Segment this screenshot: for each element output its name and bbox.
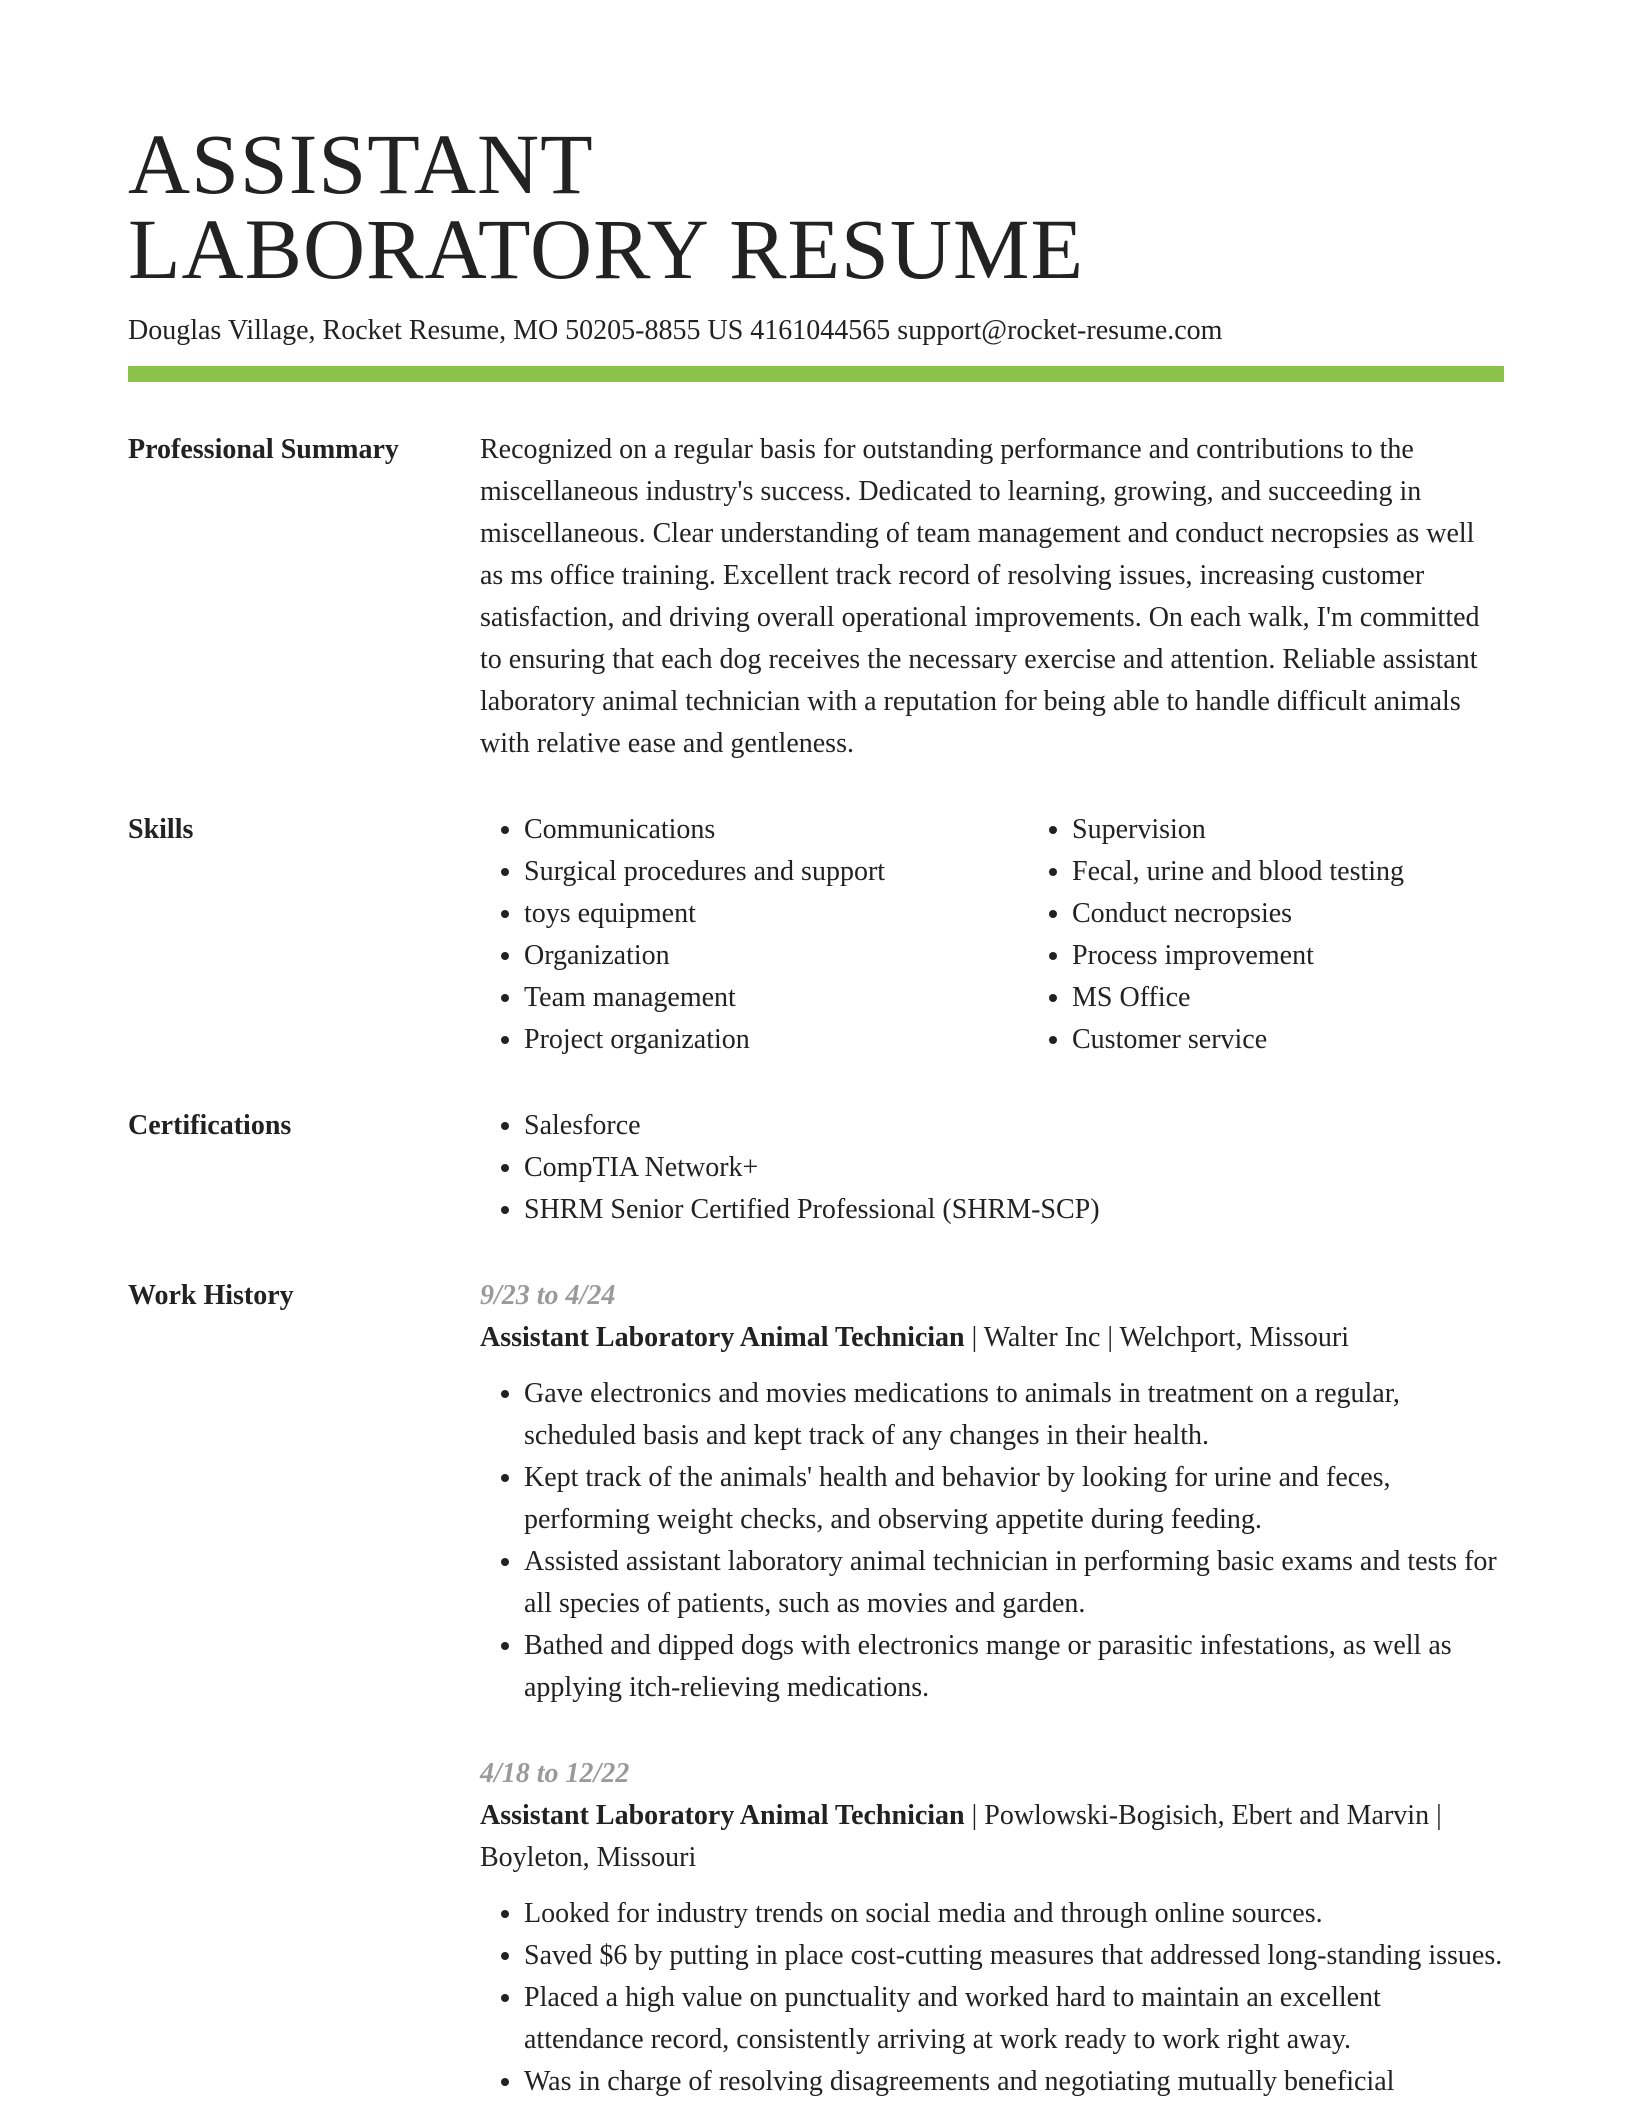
skills-list-right [1028,809,1576,1061]
resume-title [128,0,1504,297]
skill-item: • Project organization [524,1019,1028,1061]
job-entry [480,1753,1504,2103]
summary-text: Recognized on a regular basis for outstanding performance and contributions to the miscellaneous industry's success. Dedicated to learning, growing, and succeeding in miscellaneous. Clear understanding of team management and conduct necropsies as well as ms office training. Excellent track record of resolving issues, increasing customer satisfaction, and driving overall operational improvements. On each walk, I'm committed to ensuring that each dog receives the necessary exercise and attention. Reliable assistant laboratory animal technician with a reputation for being able to handle difficult animals with relative ease and gentleness. [480,434,1480,759]
job-bullet: • Kept track of the animals' health and behavior by looking for urine and feces, performing weight checks, and observing appetite during feeding. [524,1457,1504,1541]
title-line-1: ASSISTANT [128,116,594,212]
skill-item: • Conduct necropsies [1072,893,1576,935]
skill-item: • Team management [524,977,1028,1019]
certifications-section [128,1105,1504,1231]
skill-item: • toys equipment [524,893,1028,935]
job-header [480,1317,1504,1359]
job-dates: 9/23 to 4/24 [480,1280,616,1311]
job-title: Assistant Laboratory Animal Technician [480,1800,965,1831]
job-entry [480,1275,1504,1709]
summary-section [128,429,1504,765]
certifications-list [480,1105,1504,1231]
accent-divider [128,366,1504,382]
skill-item: • Process improvement [1072,935,1576,977]
job-dates: 4/18 to 12/22 [480,1758,630,1789]
skill-item: • Communications [524,809,1028,851]
summary-heading: Professional Summary [128,434,399,465]
job-bullet: • Gave electronics and movies medications to animals in treatment on a regular, scheduled basis and kept track of any changes in their health. [524,1373,1504,1457]
job-bullets [480,1373,1504,1709]
certification-item: • Salesforce [524,1105,1504,1147]
contact-info: Douglas Village, Rocket Resume, MO 50205-8855 US 4161044565 support@rocket-resume.com [128,315,1223,346]
job-title: Assistant Laboratory Animal Technician [480,1322,965,1353]
certifications-heading: Certifications [128,1110,292,1141]
job-employer-location: | Walter Inc | Welchport, Missouri [964,1322,1350,1353]
job-bullet: • Looked for industry trends on social media and through online sources. [524,1893,1504,1935]
skill-item: • MS Office [1072,977,1576,1019]
skill-item: • Fecal, urine and blood testing [1072,851,1576,893]
skills-heading: Skills [128,814,194,845]
job-bullet: • Assisted assistant laboratory animal technician in performing basic exams and tests for all species of patients, such as movies and garden. [524,1541,1504,1625]
job-bullet: • Bathed and dipped dogs with electronics mange or parasitic infestations, as well as applying itch-relieving medications. [524,1625,1504,1709]
skill-item: • Surgical procedures and support [524,851,1028,893]
work-history-heading: Work History [128,1280,294,1311]
job-bullet: • Was in charge of resolving disagreements and negotiating mutually beneficial [524,2061,1504,2103]
job-bullet: • Saved $6 by putting in place cost-cutting measures that addressed long-standing issues. [524,1935,1504,1977]
certification-item: • SHRM Senior Certified Professional (SHRM-SCP) [524,1189,1504,1231]
job-bullet: • Placed a high value on punctuality and worked hard to maintain an excellent attendance record, consistently arriving at work ready to work right away. [524,1977,1504,2061]
work-history-section [128,1275,1504,2103]
title-line-2: LABORATORY RESUME [128,201,1084,297]
skill-item: • Organization [524,935,1028,977]
resume-page [128,0,1504,2103]
job-bullets [480,1893,1504,2103]
job-employer-location: | Powlowski-Bogisich, Ebert and Marvin | Boyleton, Missouri [480,1800,1442,1873]
skill-item: • Supervision [1072,809,1576,851]
job-header [480,1795,1504,1879]
skills-section [128,809,1504,1061]
skills-list-left [480,809,1028,1061]
certification-item: • CompTIA Network+ [524,1147,1504,1189]
skill-item: • Customer service [1072,1019,1576,1061]
